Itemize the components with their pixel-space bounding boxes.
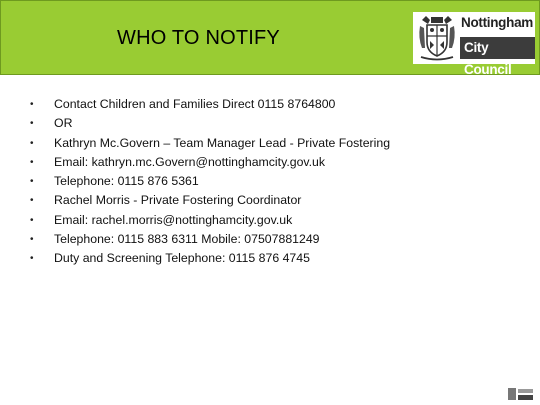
bullet-icon: • xyxy=(30,214,34,226)
list-item-text: Telephone: 0115 883 6311 Mobile: 07507881249 xyxy=(54,232,320,247)
list-item-text: Duty and Screening Telephone: 0115 876 4745 xyxy=(54,251,310,266)
logo-text-city-council: City Council xyxy=(460,37,535,59)
bullet-icon: • xyxy=(30,195,34,207)
list-item-text: OR xyxy=(54,116,73,131)
list-item-text: Rachel Morris - Private Fostering Coordinator xyxy=(54,193,302,208)
logo-text-nottingham: Nottingham xyxy=(461,15,533,30)
list-item xyxy=(30,95,390,114)
bullet-icon: • xyxy=(30,99,34,110)
list-item xyxy=(30,172,390,191)
slide-title: WHO TO NOTIFY xyxy=(117,27,280,49)
list-item-text: Telephone: 0115 876 5361 xyxy=(54,174,199,189)
bullet-icon: • xyxy=(30,253,34,265)
bullet-icon: • xyxy=(30,137,34,149)
email-link[interactable]: Email: kathryn.mc.Govern@nottinghamcity.gov.uk xyxy=(54,154,326,169)
list-item xyxy=(30,134,390,153)
list-item xyxy=(30,211,390,230)
list-item xyxy=(30,153,390,172)
nottingham-city-council-logo xyxy=(413,12,535,77)
title-banner xyxy=(0,0,540,75)
list-item xyxy=(30,249,390,268)
bullet-icon: • xyxy=(30,118,34,130)
bullet-icon: • xyxy=(30,234,34,246)
contact-list xyxy=(30,95,390,269)
list-item xyxy=(30,191,390,210)
footer-logo-icon xyxy=(508,387,534,401)
city-crest-icon xyxy=(416,14,458,62)
bullet-icon: • xyxy=(30,156,34,168)
list-item xyxy=(30,114,390,133)
bullet-icon: • xyxy=(30,176,34,188)
list-item xyxy=(30,230,390,249)
list-item-text: Kathryn Mc.Govern – Team Manager Lead - Private Fostering xyxy=(54,135,391,150)
list-item-text: Contact Children and Families Direct 0115 8764800 xyxy=(54,97,336,111)
email-link[interactable]: Email: rachel.morris@nottinghamcity.gov.uk xyxy=(54,212,293,227)
